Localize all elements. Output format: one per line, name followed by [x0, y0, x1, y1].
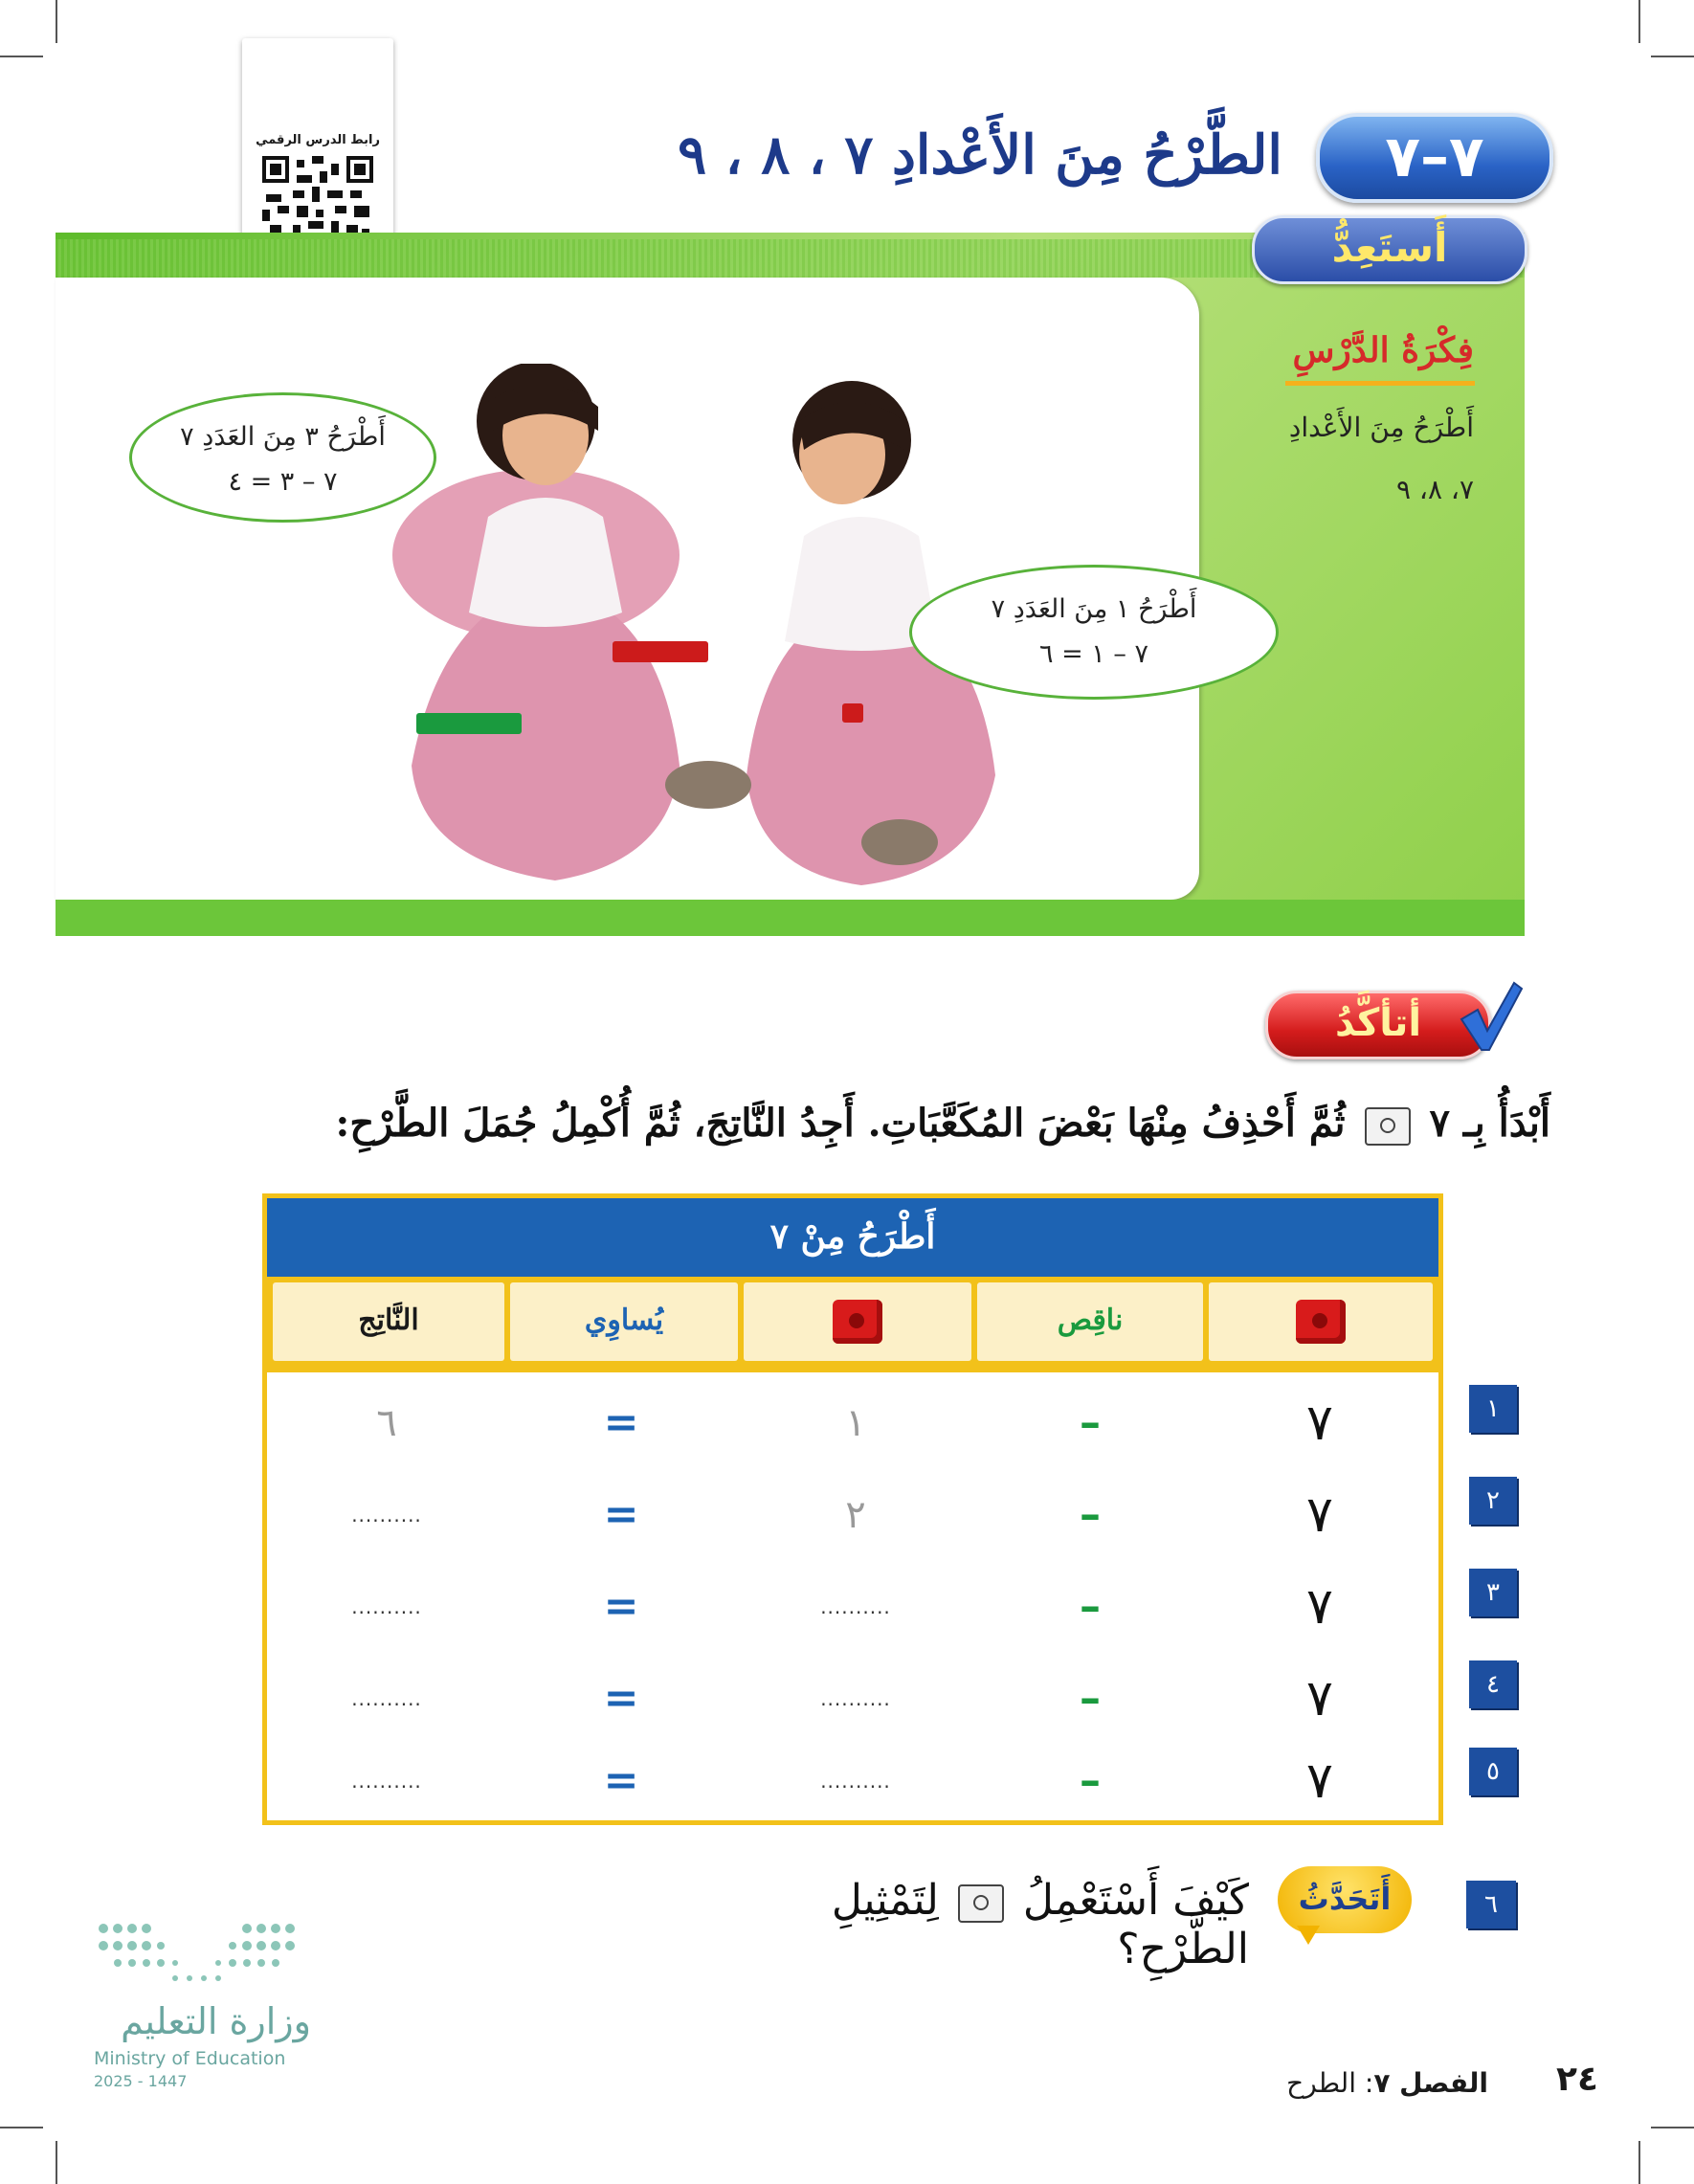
checkmark-icon — [1457, 981, 1524, 1053]
equals-sign: = — [603, 1756, 639, 1805]
talk-badge: أَتَحَدَّثُ — [1278, 1866, 1412, 1933]
result-blank[interactable]: .......... — [351, 1595, 422, 1618]
table-row — [267, 1738, 1438, 1824]
subtract-blank[interactable]: .......... — [820, 1687, 891, 1710]
talk-badge-tail — [1297, 1926, 1320, 1945]
cube-icon — [1365, 1107, 1411, 1146]
start-number: ٧ — [1306, 1670, 1333, 1727]
crop-mark — [56, 0, 57, 43]
get-ready-badge: أَستَعِدُّ — [1252, 215, 1527, 284]
lesson-idea-text: أَطْرَحُ مِنَ الأَعْدادِ — [1288, 412, 1474, 443]
instruction-text — [287, 1101, 1550, 1146]
instruction-end: ثُمَّ أَحْذِفُ مِنْهَا بَعْضَ المُكَعَّبَاتِ. أَجِدُ النَّاتِجَ، ثُمَّ أُكْمِلُ جُمَلَ الطَّرْحِ: — [335, 1101, 1346, 1146]
chapter-word: الفصل ٧ — [1373, 2067, 1488, 2099]
chapter-label — [1254, 2067, 1488, 2099]
talk-question-start: كَيْفَ أَسْتَعْمِلُ — [1022, 1876, 1249, 1925]
bubble-right-line2: ٧ – ١ = ٦ — [1038, 639, 1148, 669]
ministry-name-arabic: وزارة التعليم — [121, 2000, 311, 2042]
start-number: ٧ — [1306, 1752, 1333, 1810]
crop-mark — [1638, 0, 1640, 43]
result-blank[interactable]: .......... — [351, 1770, 422, 1793]
header-equals: يُساوِي — [510, 1282, 738, 1361]
equals-sign: = — [603, 1490, 639, 1539]
equals-sign: = — [603, 1674, 639, 1723]
equals-sign: = — [603, 1582, 639, 1631]
ministry-year: 2025 - 1447 — [94, 2072, 188, 2090]
red-cube-icon — [1296, 1300, 1346, 1344]
page-number: ٢٤ — [1556, 2060, 1598, 2099]
talk-question-end: لِتَمْثِيلِ الطَّرْحِ؟ — [831, 1876, 1249, 1973]
subtract-blank[interactable]: .......... — [820, 1595, 891, 1618]
row-number-badge: ٥ — [1469, 1748, 1517, 1795]
qr-caption: رابط الدرس الرقمي — [256, 133, 380, 147]
subtract-number[interactable]: ١ — [845, 1401, 866, 1445]
lesson-idea-title: فِكْرَةُ الدَّرْسِ — [1292, 330, 1474, 370]
speech-bubble-left — [129, 392, 436, 523]
minus-sign: – — [1080, 1398, 1101, 1447]
subtraction-table — [262, 1193, 1443, 1825]
result-blank[interactable]: .......... — [351, 1687, 422, 1710]
lesson-number-badge: ٧–٧ — [1316, 113, 1553, 203]
start-number: ٧ — [1306, 1578, 1333, 1636]
header-removed-cubes — [744, 1282, 971, 1361]
start-number: ٧ — [1306, 1394, 1333, 1452]
bubble-left-line2: ٧ – ٣ = ٤ — [228, 467, 338, 497]
table-row — [267, 1656, 1438, 1742]
ministry-logo-icon — [94, 1919, 300, 1991]
header-result: النَّاتِج — [273, 1282, 504, 1361]
header-minus: ناقِص — [977, 1282, 1203, 1361]
crop-mark — [0, 56, 43, 57]
table-row — [267, 1380, 1438, 1466]
row-number-badge: ١ — [1469, 1385, 1517, 1433]
row-number-badge: ٣ — [1469, 1569, 1517, 1616]
table-row — [267, 1472, 1438, 1558]
chapter-name: : الطرح — [1286, 2067, 1374, 2099]
instruction-start: أَبْدَأُ بِـ ٧ — [1429, 1101, 1550, 1146]
frame-bottom-bar — [56, 900, 1525, 936]
table-row — [267, 1564, 1438, 1650]
row-number-badge: ٤ — [1469, 1660, 1517, 1708]
lesson-idea-numbers: ٧، ٨، ٩ — [1395, 474, 1474, 505]
table-header-row — [267, 1277, 1438, 1372]
crop-mark — [1638, 2141, 1640, 2184]
equals-sign: = — [603, 1398, 639, 1447]
table-title: أَطْرَحُ مِنْ ٧ — [267, 1198, 1438, 1277]
bubble-right-line1: أَطْرَحُ ١ مِنَ العَدَدِ ٧ — [991, 594, 1197, 624]
row-number-badge: ٢ — [1469, 1477, 1517, 1525]
crop-mark — [1651, 2127, 1694, 2128]
question-number-badge: ٦ — [1466, 1881, 1516, 1928]
subtract-blank[interactable]: .......... — [820, 1770, 891, 1793]
header-start-cubes — [1209, 1282, 1433, 1361]
minus-sign: – — [1080, 1674, 1101, 1723]
ministry-name-english: Ministry of Education — [94, 2048, 286, 2069]
crop-mark — [1651, 56, 1694, 57]
lesson-title: الطَّرْحُ مِنَ الأَعْدادِ ٧ ، ٨ ، ٩ — [678, 123, 1282, 187]
start-number: ٧ — [1306, 1486, 1333, 1544]
minus-sign: – — [1080, 1490, 1101, 1539]
minus-sign: – — [1080, 1756, 1101, 1805]
crop-mark — [56, 2141, 57, 2184]
crop-mark — [0, 2127, 43, 2128]
minus-sign: – — [1080, 1582, 1101, 1631]
check-badge: أتأكَّدُ — [1265, 991, 1491, 1059]
talk-question — [689, 1876, 1249, 1973]
speech-bubble-right — [909, 565, 1279, 700]
cube-icon — [958, 1884, 1004, 1923]
subtract-number[interactable]: ٢ — [845, 1493, 866, 1537]
lesson-idea-underline — [1285, 381, 1475, 386]
bubble-left-line1: أَطْرَحُ ٣ مِنَ العَدَدِ ٧ — [180, 422, 386, 452]
red-cube-icon — [833, 1300, 882, 1344]
result-answer[interactable]: ٦ — [376, 1401, 397, 1445]
result-blank[interactable]: .......... — [351, 1504, 422, 1527]
